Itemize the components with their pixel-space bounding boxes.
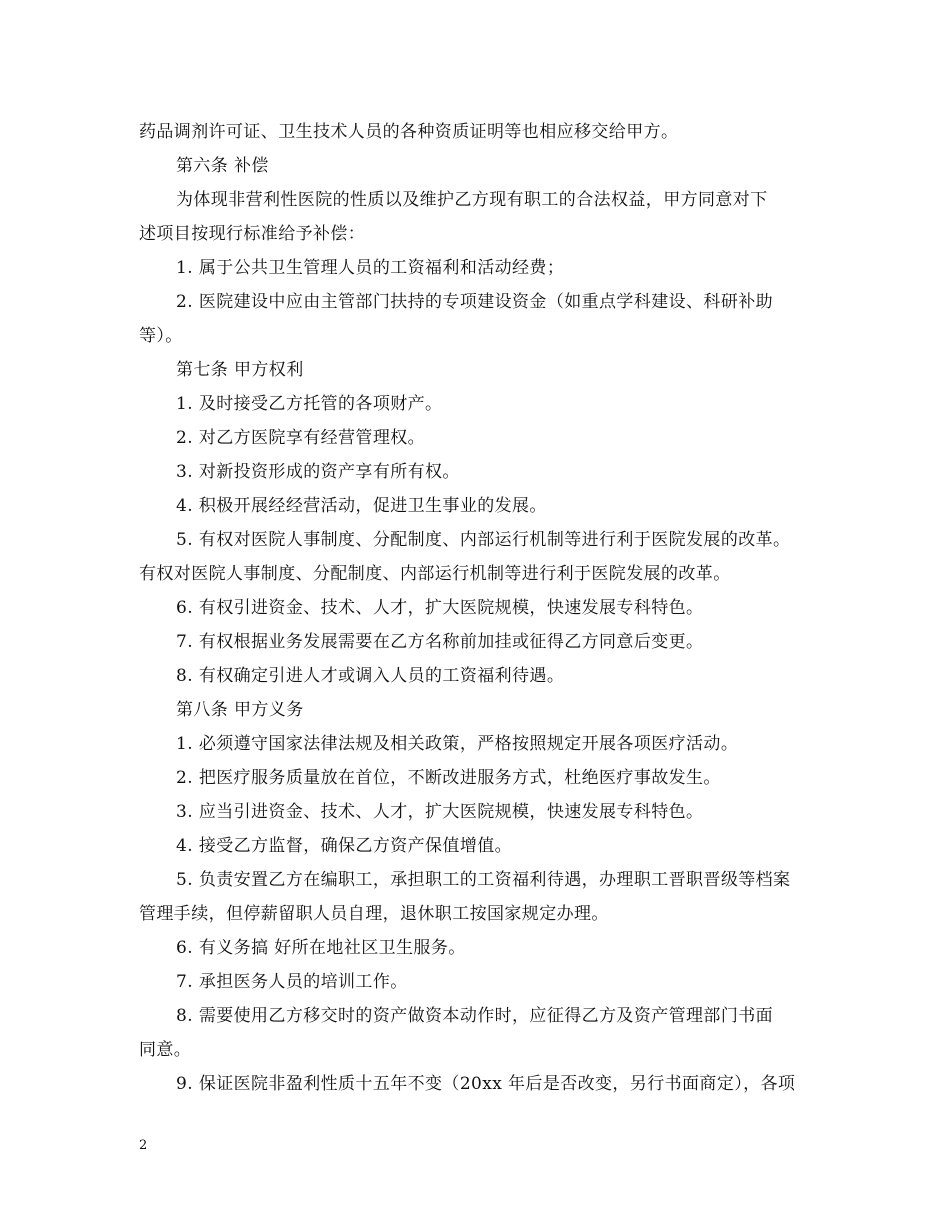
list-item: 8. 有权确定引进人才或调入人员的工资福利待遇。: [176, 666, 565, 686]
paragraph-line: 述项目按现行标准给予补偿：: [139, 224, 366, 244]
paragraph-line: 有权对医院人事制度、分配制度、内部运行机制等进行利于医院发展的改革。: [139, 564, 731, 584]
paragraph-line: 同意。: [139, 1040, 192, 1060]
section-heading: 第七条 甲方权利: [176, 360, 304, 380]
paragraph-line: 为体现非营利性医院的性质以及维护乙方现有职工的合法权益，甲方同意对下: [176, 190, 768, 210]
list-item: 1. 及时接受乙方托管的各项财产。: [176, 394, 443, 414]
list-item: 6. 有义务搞 好所在地社区卫生服务。: [176, 938, 466, 958]
list-item: 1. 必须遵守国家法律法规及相关政策，严格按照规定开展各项医疗活动。: [176, 734, 739, 754]
list-item: 7. 有权根据业务发展需要在乙方名称前加挂或征得乙方同意后变更。: [176, 632, 704, 652]
list-item: 1. 属于公共卫生管理人员的工资福利和活动经费；: [176, 258, 565, 278]
list-item: 7. 承担医务人员的培训工作。: [176, 972, 408, 992]
list-item: 5. 有权对医院人事制度、分配制度、内部运行机制等进行利于医院发展的改革。: [176, 530, 791, 550]
list-item: 2. 医院建设中应由主管部门扶持的专项建设资金（如重点学科建设、科研补助: [176, 292, 774, 312]
section-heading: 第六条 补偿: [176, 156, 269, 176]
list-item: 2. 对乙方医院享有经营管理权。: [176, 428, 426, 448]
list-item: 6. 有权引进资金、技术、人才，扩大医院规模，快速发展专科特色。: [176, 598, 704, 618]
list-item: 4. 积极开展经经营活动，促进卫生事业的发展。: [176, 496, 547, 516]
list-item: 3. 对新投资形成的资产享有所有权。: [176, 462, 460, 482]
page-number: 2: [139, 1138, 148, 1153]
list-item: 8. 需要使用乙方移交时的资产做资本动作时，应征得乙方及资产管理部门书面: [176, 1006, 774, 1026]
document-body: [139, 115, 815, 1101]
list-item: 9. 保证医院非盈利性质十五年不变（20xx 年后是否改变，另行书面商定），各项: [176, 1074, 796, 1094]
list-item: 2. 把医疗服务质量放在首位，不断改进服务方式，杜绝医疗事故发生。: [176, 768, 721, 788]
paragraph-line: 管理手续，但停薪留职人员自理，退休职工按国家规定办理。: [139, 904, 609, 924]
paragraph-line: 药品调剂许可证、卫生技术人员的各种资质证明等也相应移交给甲方。: [139, 122, 679, 142]
section-heading: 第八条 甲方义务: [176, 700, 304, 720]
list-item: 3. 应当引进资金、技术、人才，扩大医院规模，快速发展专科特色。: [176, 802, 704, 822]
paragraph-line: 等）。: [139, 326, 183, 346]
list-item: 5. 负责安置乙方在编职工，承担职工的工资福利待遇，办理职工晋职晋级等档案: [176, 870, 791, 890]
list-item: 4. 接受乙方监督，确保乙方资产保值增值。: [176, 836, 513, 856]
